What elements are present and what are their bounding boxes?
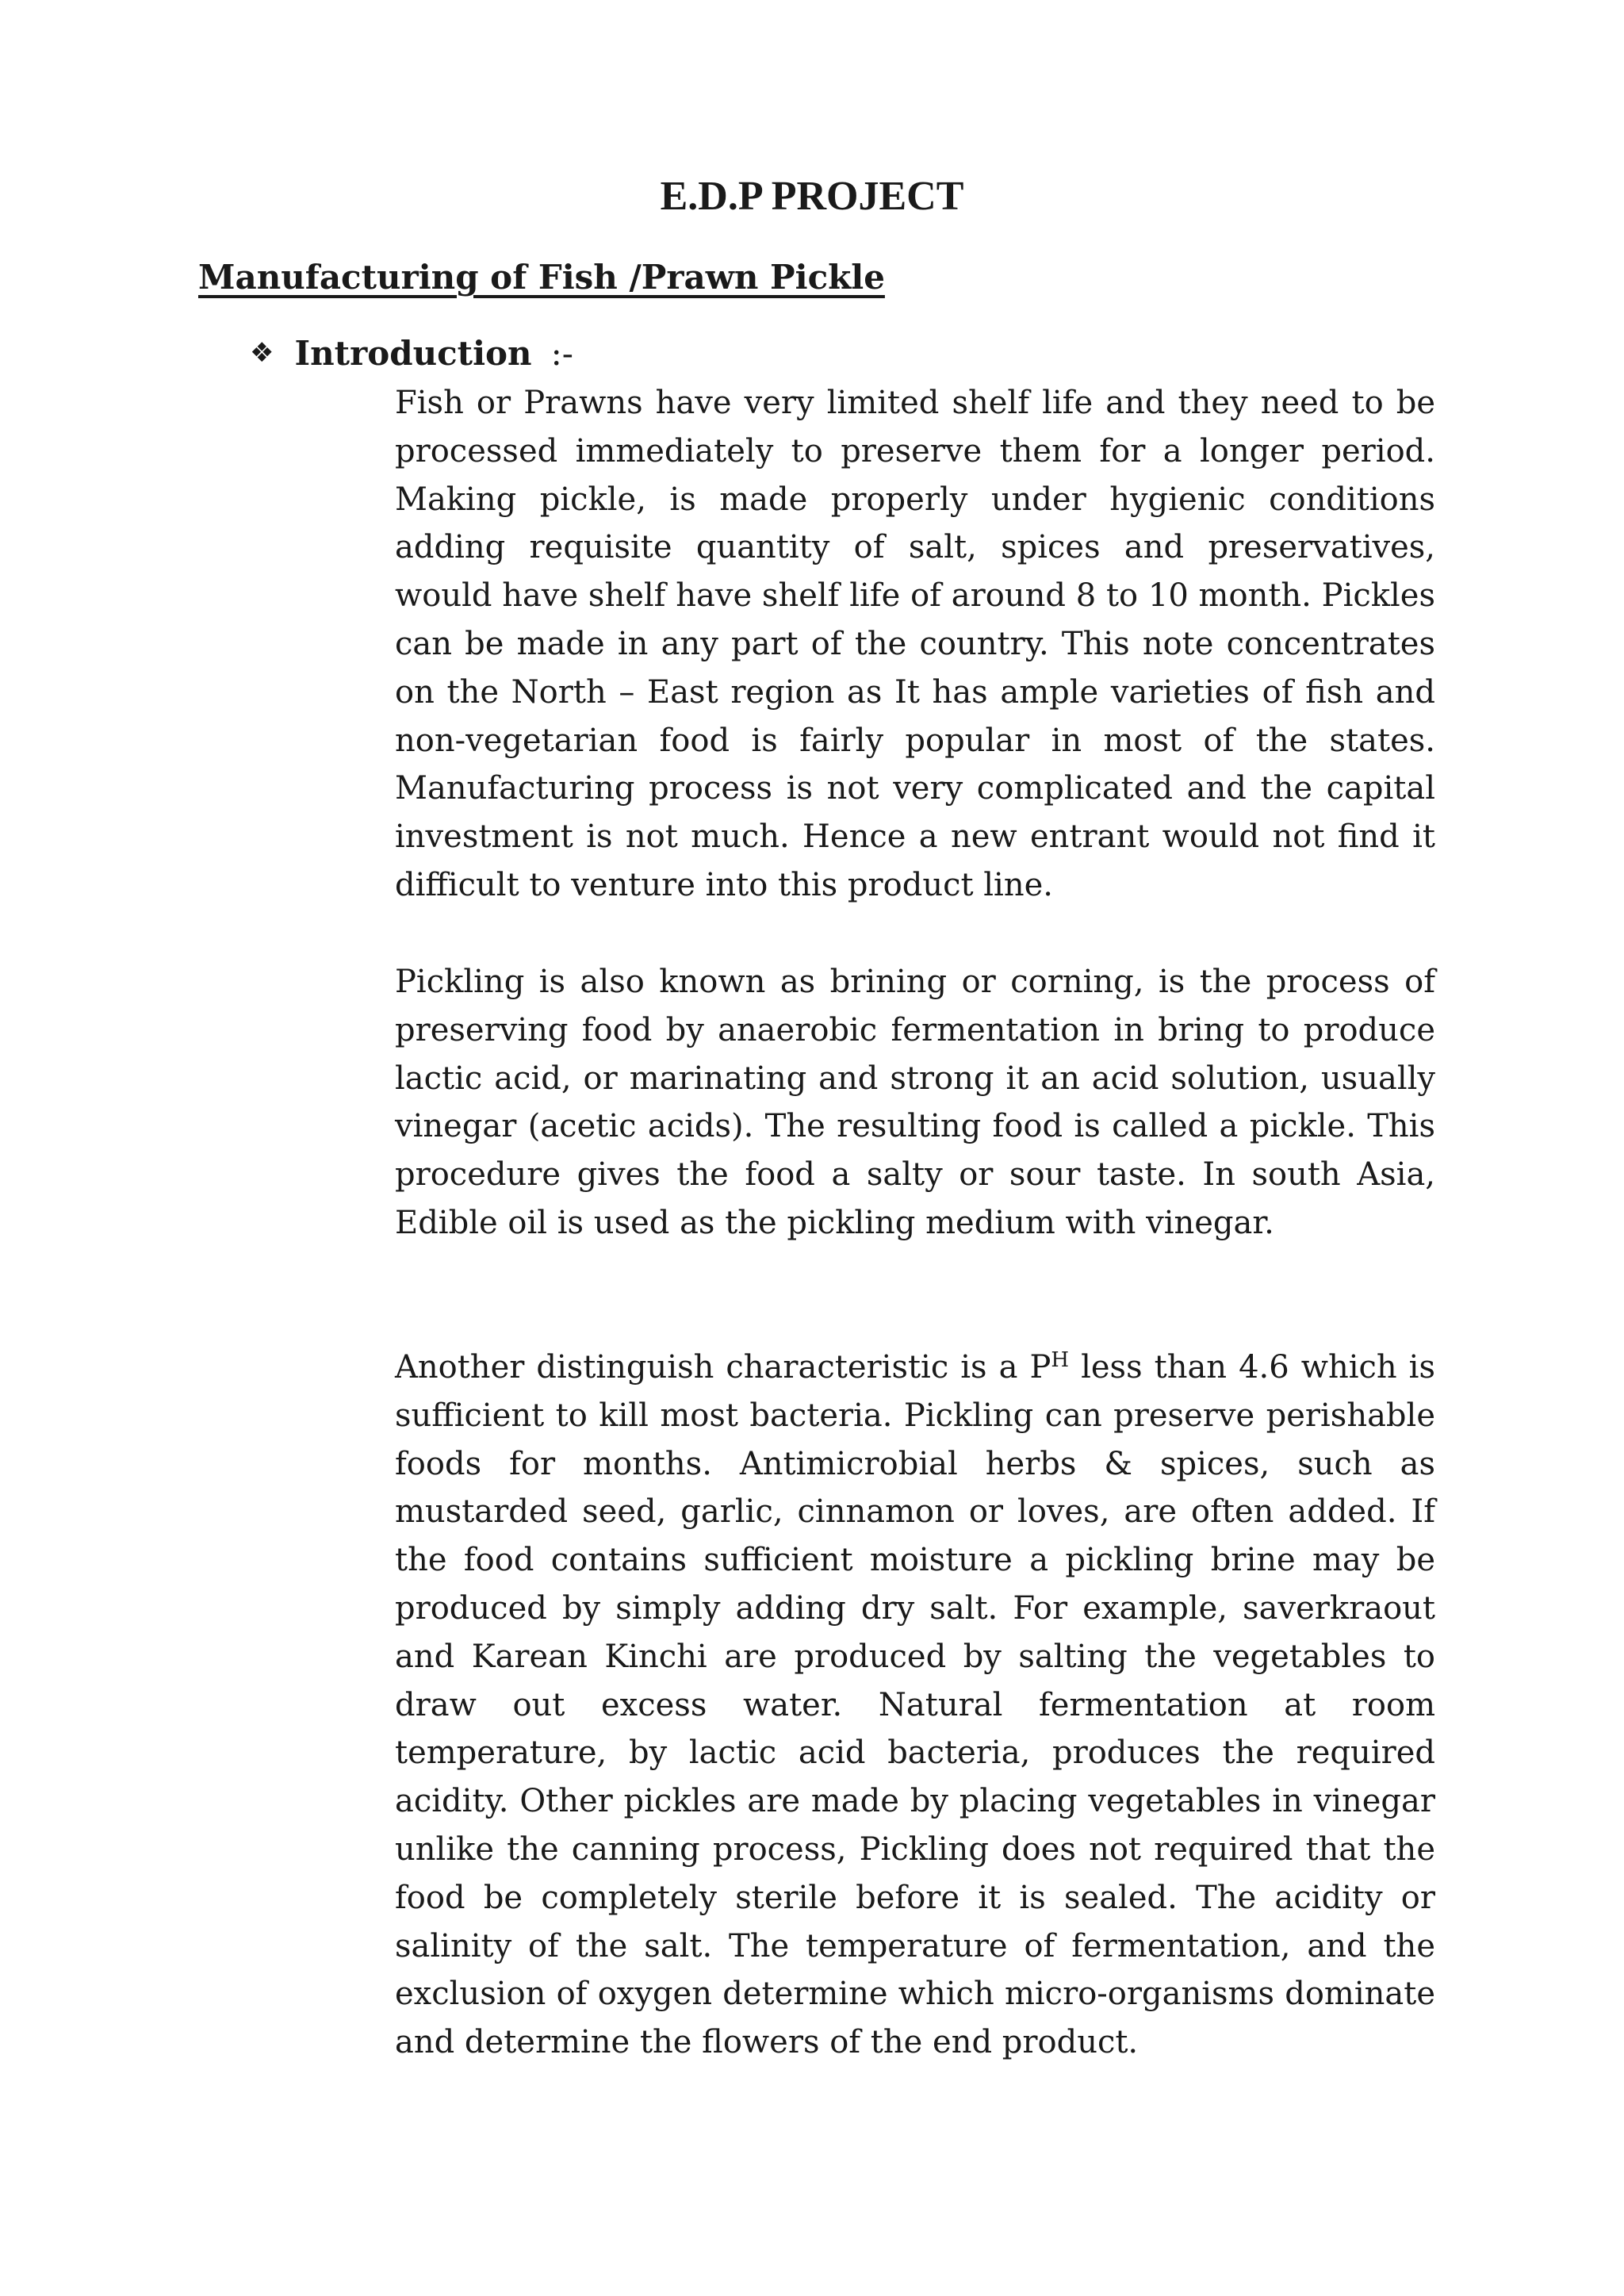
page-title: E.D.P PROJECT — [660, 174, 964, 219]
paragraph-text-after-ph: less than 4.6 which is sufficient to kill most bacteria. Pickling can preserve perishable foods for months. Antimicrobial herbs & spices, such as mustarded seed, garlic, cinnamon or loves, are often added. If the food contains sufficient moisture a pickling brine may be produced by simply adding dry salt. For example, saverkraout and Karean Kinchi are produced by salting the vegetables to draw out excess water. Natural fermentation at room temperature, by lactic acid bacteria, produces the required acidity. Other pickles are made by placing vegetables in vinegar unlike the canning process, Pickling does not required that the food be completely sterile before it is sealed. The acidity or salinity of the salt. The temperature of fermentation, and the exclusion of oxygen determine which micro-organisms dominate and determine the flowers of the end product. — [395, 1349, 1435, 2061]
introduction-label: Introduction — [294, 334, 532, 373]
introduction-heading — [250, 332, 573, 378]
introduction-separator: :- — [550, 334, 573, 373]
paragraph-characteristics — [395, 1343, 1435, 2067]
diamond-bullet-icon: ❖ — [250, 337, 274, 369]
ph-superscript: H — [1051, 1348, 1070, 1372]
paragraph-pickling: Pickling is also known as brining or corning, is the process of preserving food by anaerobic fermentation in bring to produce lactic acid, or marinating and strong it an acid solution, usually vinegar (acetic acids). The resulting food is called a pickle. This procedure gives the food a salty or sour taste. In south Asia, Edible oil is used as the pickling medium with vinegar. — [395, 964, 1435, 1241]
paragraph-text-before-ph: Another distinguish characteristic is a P — [395, 1349, 1051, 1386]
paragraph-intro: Fish or Prawns have very limited shelf life and they need to be processed immediately to preserve them for a longer period. Making pickle, is made properly under hygienic conditions adding requisite quantity of salt, spices and preservatives, would have shelf have shelf life of around 8 to 10 month. Pickles can be made in any part of the country. This note concentrates on the North – East region as It has ample varieties of fish and non-vegetarian food is fairly popular in most of the states. Manufacturing process is not very complicated and the capital investment is not much. Hence a new entrant would not find it difficult to venture into this product line. — [395, 385, 1435, 903]
section-heading: Manufacturing of Fish /Prawn Pickle — [198, 258, 885, 297]
